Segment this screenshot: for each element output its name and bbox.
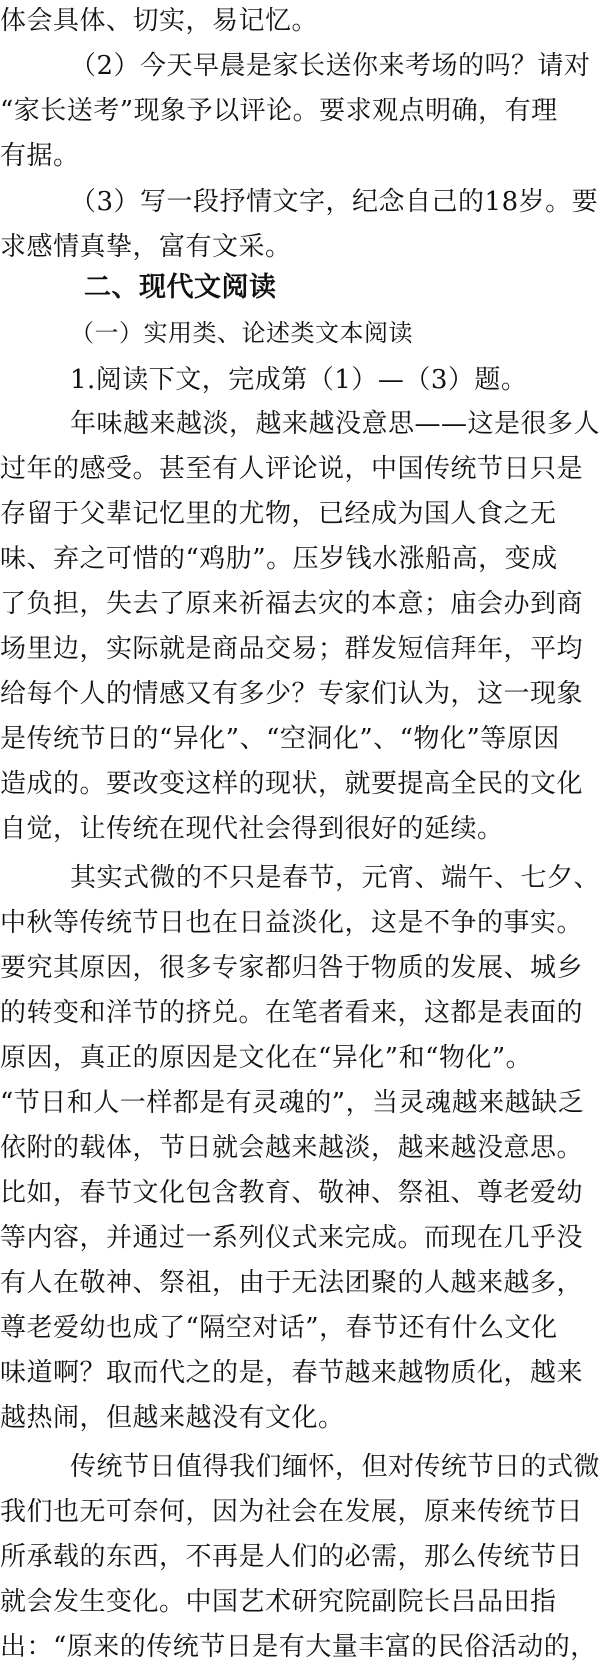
text-line: 越热闹，但越来越没有文化。 <box>0 1403 345 1433</box>
text-line: 味、弃之可惜的“鸡肋”。压岁钱水涨船高，变成 <box>0 544 558 574</box>
text-line: 等内容，并通过一系列仪式来完成。而现在几乎没 <box>0 1223 584 1253</box>
text-line: 我们也无可奈何，因为社会在发展，原来传统节日 <box>0 1497 584 1527</box>
text-line: 的转变和洋节的挤兑。在笔者看来，这都是表面的 <box>0 998 584 1028</box>
text-line: 是传统节日的“异化”、“空洞化”、“物化”等原因 <box>0 724 560 754</box>
text-line: 过年的感受。甚至有人评论说，中国传统节日只是 <box>0 454 584 484</box>
text-line: 其实式微的不只是春节，元宵、端午、七夕、 <box>70 863 600 893</box>
text-line: 比如，春节文化包含教育、敬神、祭祖、尊老爱幼 <box>0 1178 584 1208</box>
text-line: 依附的载体，节日就会越来越淡，越来越没意思。 <box>0 1133 584 1163</box>
text-line: 造成的。要改变这样的现状，就要提高全民的文化 <box>0 769 584 799</box>
text-line: 原因，真正的原因是文化在“异化”和“物化”。 <box>0 1043 533 1073</box>
text-line: 场里边，实际就是商品交易；群发短信拜年，平均 <box>0 634 584 664</box>
text-line: 要究其原因，很多专家都归咎于物质的发展、城乡 <box>0 953 584 983</box>
text-line: 存留于父辈记忆里的尤物，已经成为国人食之无 <box>0 499 557 529</box>
text-line: 所承载的东西，不再是人们的必需，那么传统节日 <box>0 1542 584 1572</box>
text-line: “家长送考”现象予以评论。要求观点明确，有理 <box>0 96 558 126</box>
text-line: 有据。 <box>0 141 80 171</box>
subsection-heading: （一）实用类、论述类文本阅读 <box>70 319 413 347</box>
text-line: 年味越来越淡，越来越没意思——这是很多人 <box>70 409 600 439</box>
text-line: 味道啊？取而代之的是，春节越来越物质化，越来 <box>0 1358 584 1388</box>
text-line: 尊老爱幼也成了“隔空对话”，春节还有什么文化 <box>0 1313 558 1343</box>
text-line: “节日和人一样都是有灵魂的”，当灵魂越来越缺乏 <box>0 1088 585 1118</box>
section-heading: 二、现代文阅读 <box>84 272 277 303</box>
text-line: 就会发生变化。中国艺术研究院副院长吕品田指 <box>0 1587 557 1617</box>
text-line: 求感情真挚，富有文采。 <box>0 232 292 262</box>
text-line: 中秋等传统节日也在日益淡化，这是不争的事实。 <box>0 908 584 938</box>
text-line: （2）今天早晨是家长送你来考场的吗？请对 <box>70 51 591 81</box>
text-line: 传统节日值得我们缅怀，但对传统节日的式微 <box>70 1452 600 1482</box>
text-line: 有人在敬神、祭祖，由于无法团聚的人越来越多， <box>0 1268 584 1298</box>
text-line: 体会具体、切实，易记忆。 <box>0 6 319 36</box>
question-instruction: 1.阅读下文，完成第（1）—（3）题。 <box>70 365 528 395</box>
text-line: （3）写一段抒情文字，纪念自己的18岁。要 <box>70 187 599 217</box>
text-line: 自觉，让传统在现代社会得到很好的延续。 <box>0 814 504 844</box>
text-line: 出：“原来的传统节日是有大量丰富的民俗活动的， <box>0 1632 597 1662</box>
text-line: 给每个人的情感又有多少？专家们认为，这一现象 <box>0 679 584 709</box>
text-line: 了负担，失去了原来祈福去灾的本意；庙会办到商 <box>0 589 584 619</box>
